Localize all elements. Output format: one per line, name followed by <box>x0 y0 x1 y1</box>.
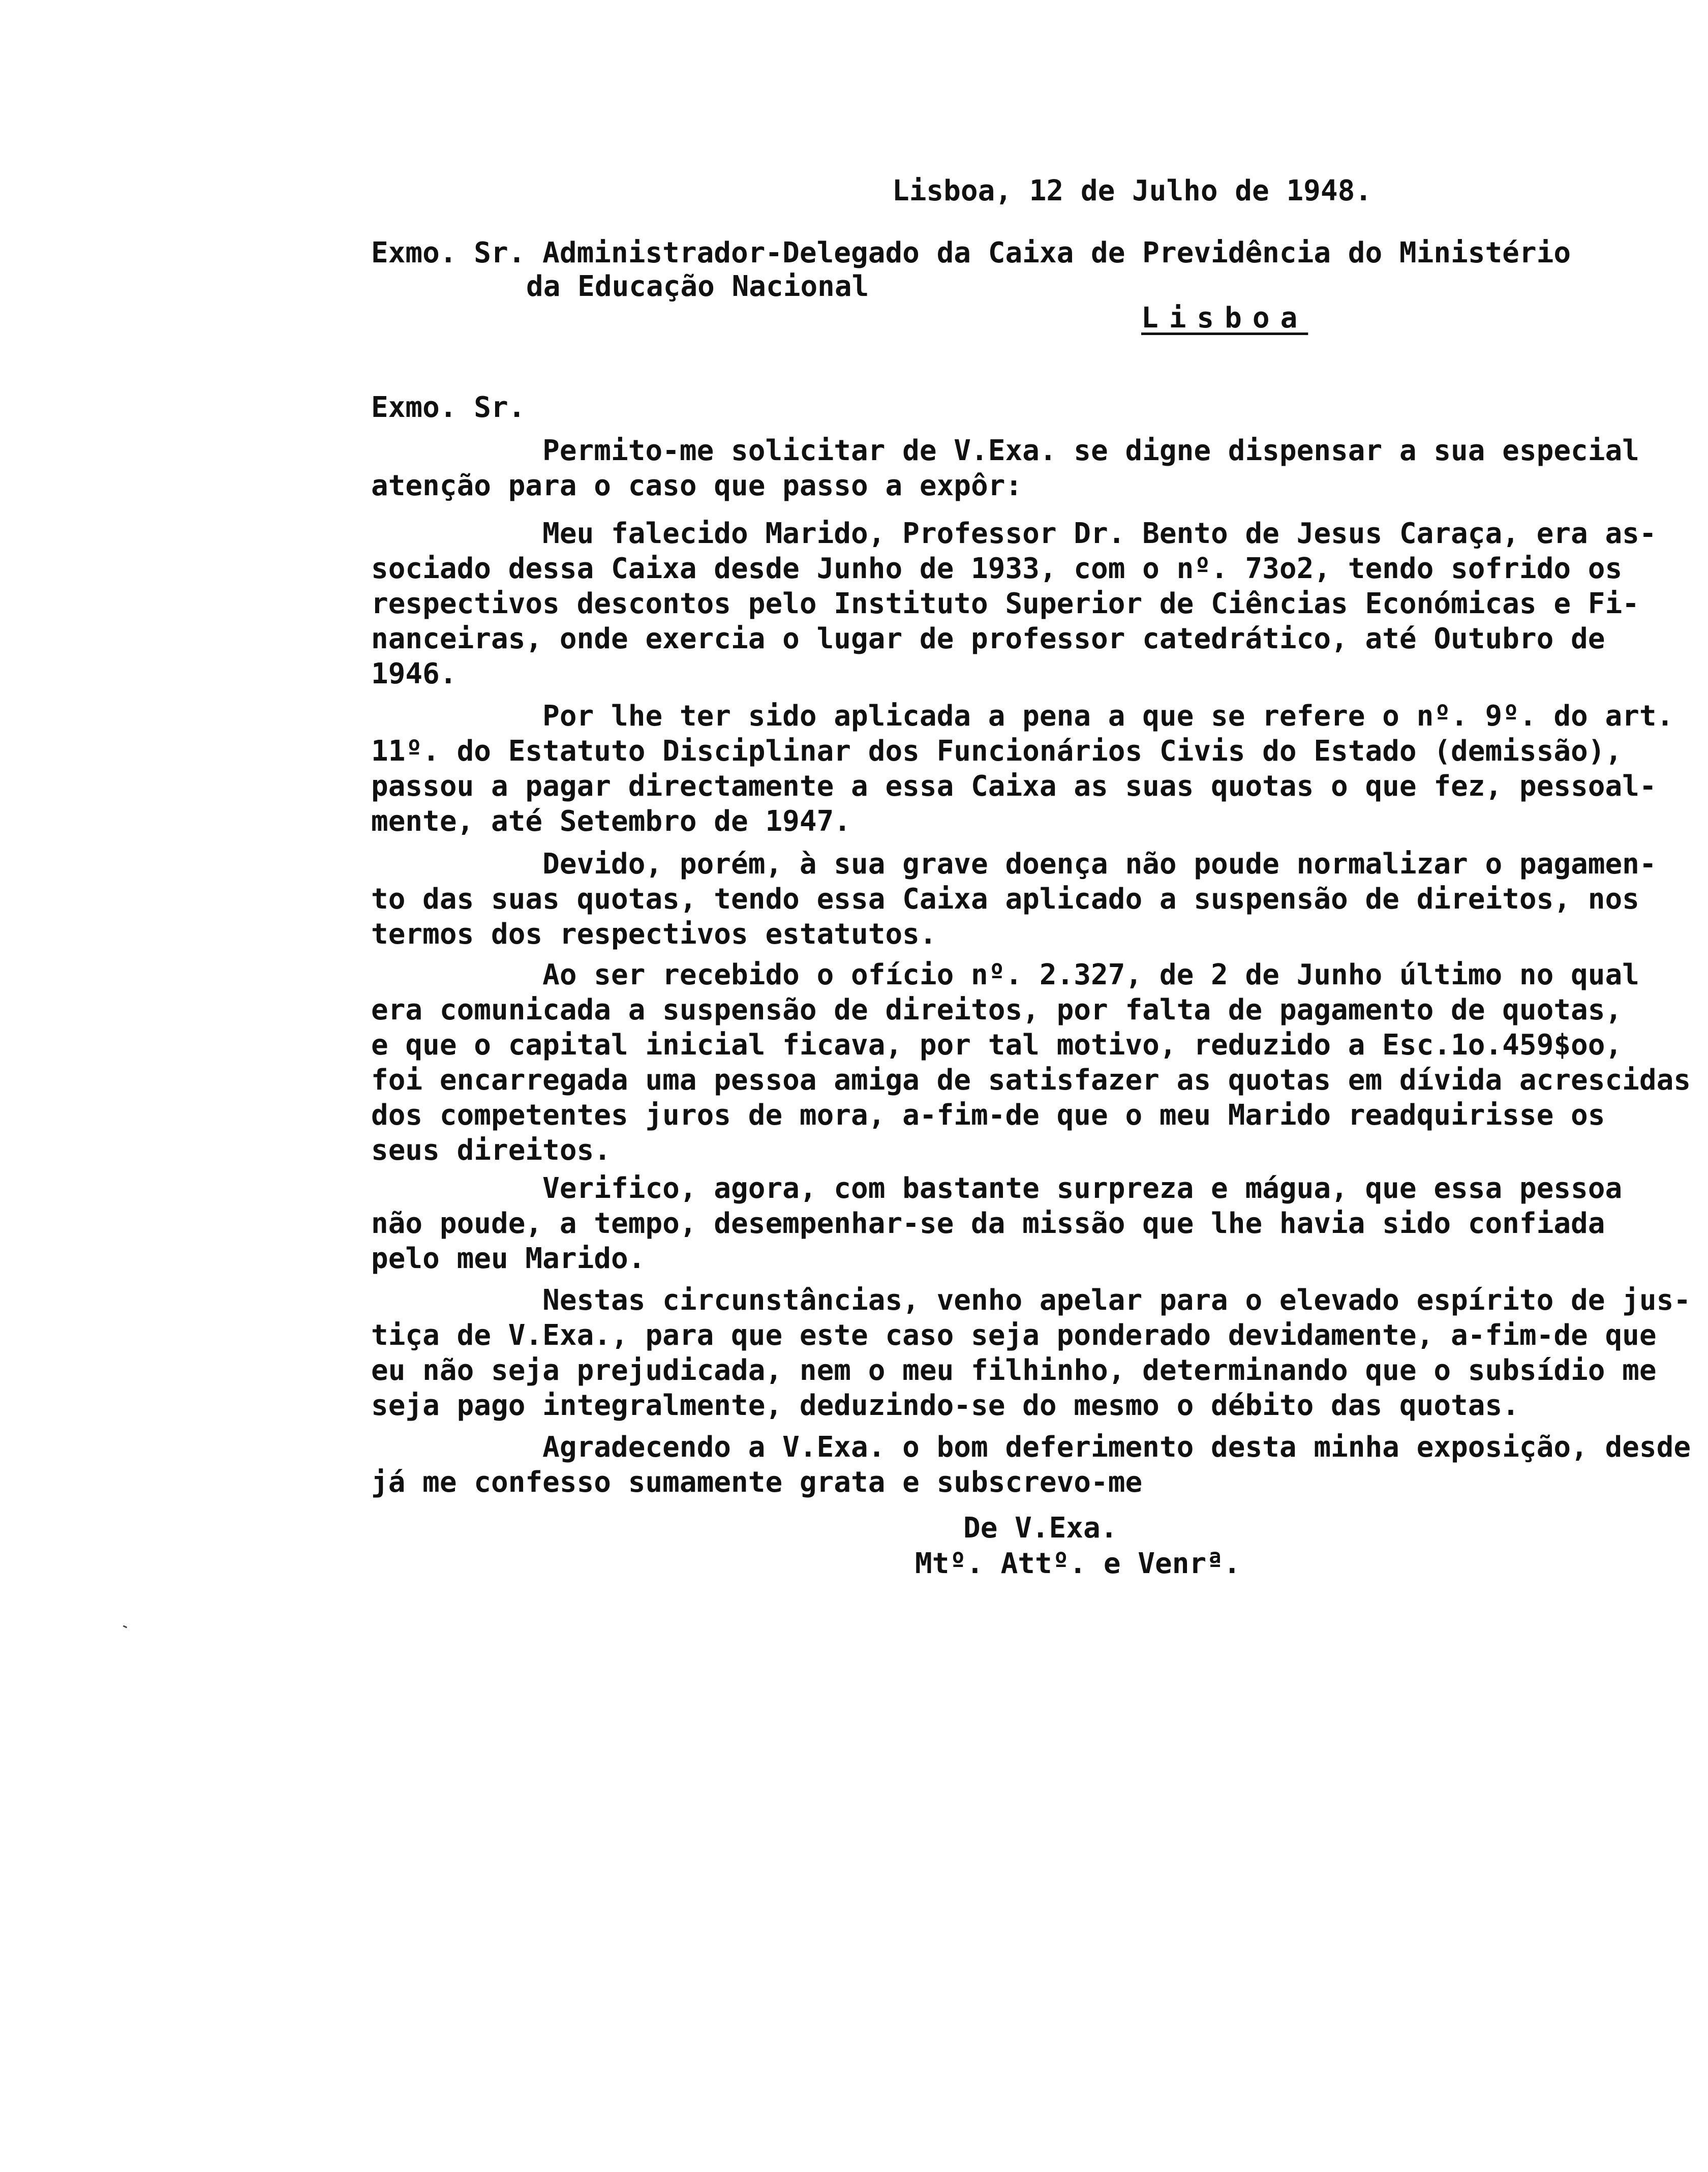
paragraph-dismissal: Por lhe ter sido aplicada a pena a que se refere o nº. 9º. do art. 11º. do Estatuto Disciplinar dos Funcionários Civis do Estado (demissão), passou a pagar directamente a essa Caixa as suas quotas o que fez, pessoal- mente, até Setembro de 1947. <box>371 700 1674 838</box>
letter-date: Lisboa, 12 de Julho de 1948. <box>892 174 1372 207</box>
paragraph-thanks: Agradecendo a V.Exa. o bom deferimento desta minha exposição, desde já me confesso sumamente grata e subscrevo-me <box>371 1431 1691 1499</box>
paragraph-appeal: Nestas circunstâncias, venho apelar para o elevado espírito de jus- tiça de V.Exa., para que este caso seja ponderado devidamente, a-fim-de que eu não seja prejudicada, nem o meu filhinho, determinando que o subsídio me seja pago integralmente, deduzindo-se do mesmo o débito das quotas. <box>371 1284 1691 1422</box>
salutation: Exmo. Sr. <box>371 391 526 424</box>
paragraph-request: Permito-me solicitar de V.Exa. se digne dispensar a sua especial atenção para o caso que passo a expôr: <box>371 434 1639 502</box>
stray-ink-mark <box>123 1625 128 1628</box>
closing-line-2: Mtº. Attº. e Venrª. <box>915 1547 1241 1580</box>
paragraph-illness: Devido, porém, à sua grave doença não poude normalizar o pagamen- to das suas quotas, tendo essa Caixa aplicado a suspensão de direitos, nos termos dos respectivos estatutos. <box>371 848 1657 951</box>
addressee-city: Lisboa <box>1141 301 1308 335</box>
addressee-line-1: Exmo. Sr. Administrador-Delegado da Caixa de Previdência do Ministério <box>371 236 1571 269</box>
closing-line-1: De V.Exa. <box>963 1512 1118 1545</box>
paragraph-background: Meu falecido Marido, Professor Dr. Bento de Jesus Caraça, era as- sociado dessa Caixa desde Junho de 1933, com o nº. 73o2, tendo sofrido os respectivos descontos pelo Instituto Superior de Ciências Económicas e Fi- nanceiras, onde exercia o lugar de professor catedrático, até Outubro de 1946. <box>371 517 1657 690</box>
addressee-line-2: da Educação Nacional <box>526 270 869 303</box>
paragraph-official-letter: Ao ser recebido o ofício nº. 2.327, de 2 de Junho último no qual era comunicada a suspensão de direitos, por falta de pagamento de quotas, e que o capital inicial ficava, por tal motivo, reduzido a Esc.1o.459$oo, foi encarregada uma pessoa amiga de satisfazer as quotas em dívida acrescidas dos competentes juros de mora, a-fim-de que o meu Marido readquirisse os seus direitos. <box>371 958 1691 1167</box>
paragraph-discovery: Verifico, agora, com bastante surpreza e mágua, que essa pessoa não poude, a tempo, desempenhar-se da missão que lhe havia sido confiada pelo meu Marido. <box>371 1172 1623 1275</box>
